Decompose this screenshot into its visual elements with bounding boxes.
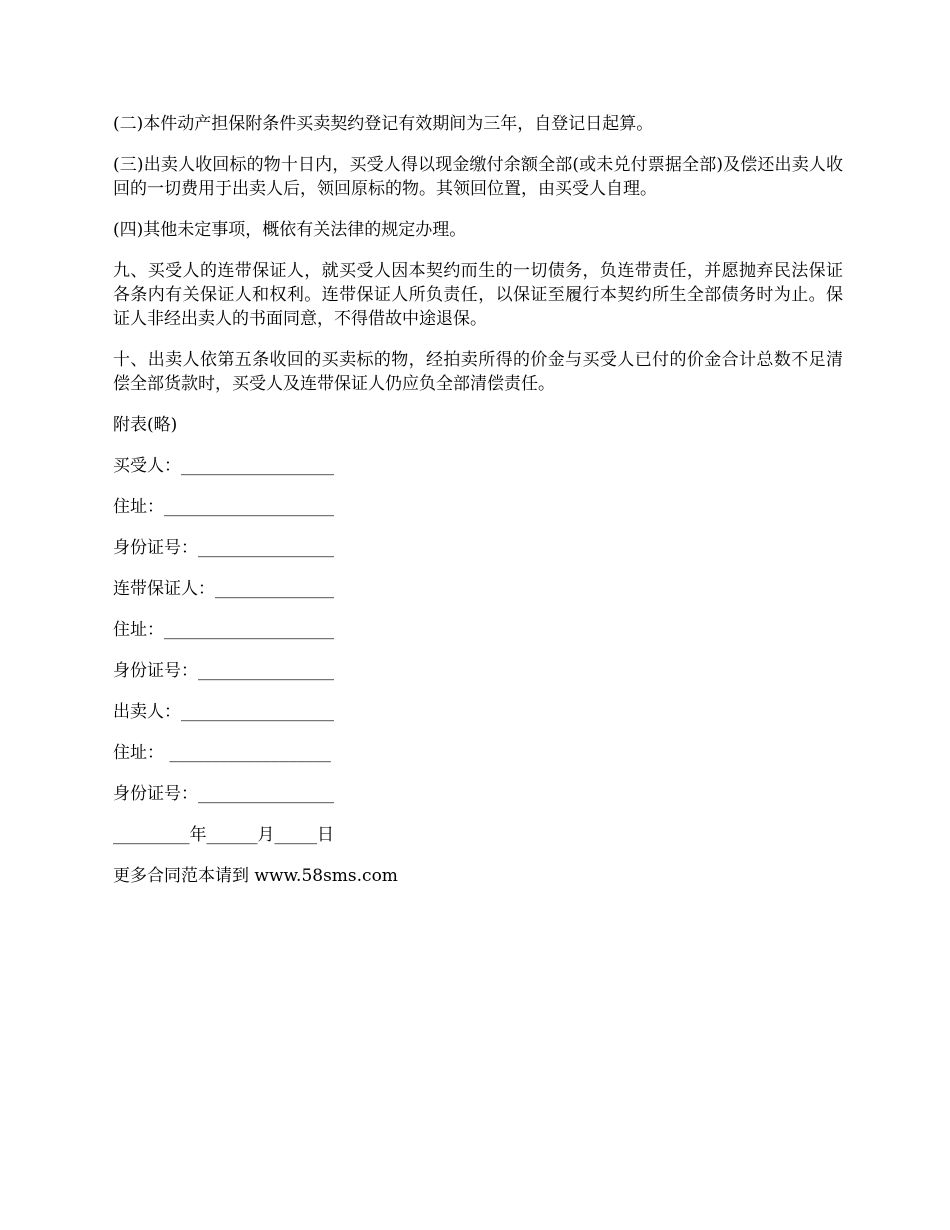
footer-note: 更多合同范本请到 www.58sms.com bbox=[113, 866, 398, 886]
article-9-paragraph: 九、买受人的连带保证人，就买受人因本契约而生的一切债务，负连带责任，并愿抛弃民法保证各条内有关保证人和权利。连带保证人所负责任，以保证至履行本契约所生全部债务时为止。保证人非经出卖人的书面同意，不得借故中途退保。 bbox=[113, 261, 843, 329]
date-field: _________年______月_____日 bbox=[113, 825, 334, 845]
attachment-note: 附表(略) bbox=[113, 415, 178, 435]
buyer-field: 买受人：__________________ bbox=[113, 456, 334, 476]
guarantor-address-field: 住址：____________________ bbox=[113, 620, 334, 640]
clause-2-paragraph: (二)本件动产担保附条件买卖契约登记有效期间为三年，自登记日起算。 bbox=[113, 114, 654, 134]
guarantor-id-field: 身份证号：________________ bbox=[113, 661, 334, 681]
clause-4-paragraph: (四)其他未定事项，概依有关法律的规定办理。 bbox=[113, 220, 467, 240]
buyer-id-field: 身份证号：________________ bbox=[113, 538, 334, 558]
clause-3-paragraph: (三)出卖人收回标的物十日内，买受人得以现金缴付余额全部(或未兑付票据全部)及偿还出卖人收回的一切费用于出卖人后，领回原标的物。其领回位置，由买受人自理。 bbox=[113, 155, 843, 199]
seller-id-field: 身份证号：________________ bbox=[113, 784, 334, 804]
seller-address-field: 住址： ___________________ bbox=[113, 743, 331, 763]
article-10-paragraph: 十、出卖人依第五条收回的买卖标的物，经拍卖所得的价金与买受人已付的价金合计总数不足清偿全部货款时，买受人及连带保证人仍应负全部清偿责任。 bbox=[113, 350, 843, 394]
buyer-address-field: 住址：____________________ bbox=[113, 497, 334, 517]
seller-field: 出卖人：__________________ bbox=[113, 702, 334, 722]
guarantor-field: 连带保证人：______________ bbox=[113, 579, 334, 599]
contract-page bbox=[113, 112, 843, 888]
